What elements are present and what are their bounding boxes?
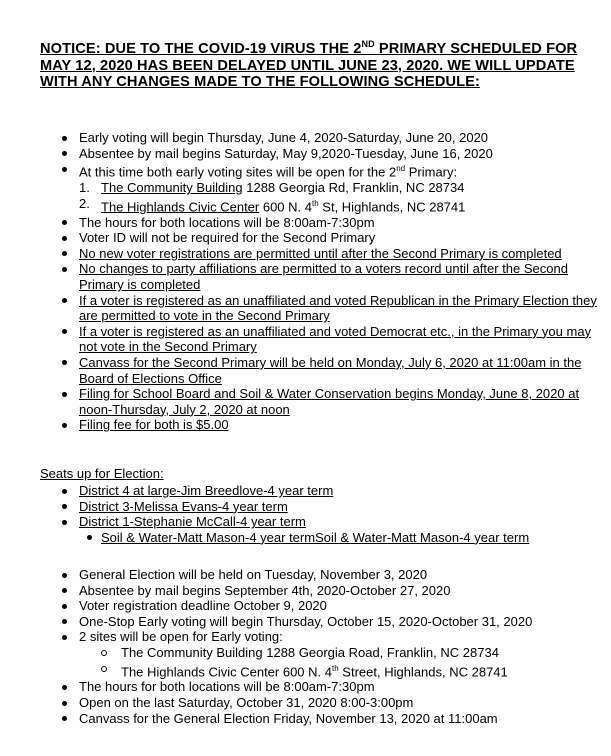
site-number: 2.: [79, 195, 90, 211]
list-item-text: If a voter is registered as an unaffiliated and voted Democrat etc., in the Primary you may not vote in the Second Primary: [79, 323, 592, 355]
list-item-one-stop: [0, 614, 611, 630]
list-item-general-hours: [0, 679, 611, 695]
list-item-general-canvass: [0, 711, 611, 727]
second-primary-list: [0, 130, 611, 433]
superscript: th: [332, 663, 339, 673]
list-item-canvass: [0, 355, 611, 386]
notice-heading-line1: NOTICE: DUE TO THE COVID-19 VIRUS THE 2: [40, 41, 362, 57]
site-number: 1.: [79, 180, 90, 196]
list-item-text: Absentee by mail begins Saturday, May 9,2020-Tuesday, June 16, 2020: [79, 145, 493, 161]
list-item-filing-fee: [0, 417, 611, 433]
notice-heading-sup: ND: [361, 39, 375, 50]
list-item-text: Canvass for the General Election Friday, November 13, 2020 at 11:00am: [79, 710, 498, 726]
seat-text: Soil & Water-Matt Mason-4 year termSoil & Water-Matt Mason-4 year term: [101, 529, 530, 545]
list-item-text: Voter ID will not be required for the Second Primary: [79, 230, 376, 246]
site-name: The Community Building: [101, 180, 243, 196]
list-item-sites-intro: [0, 161, 611, 180]
superscript: th: [312, 198, 319, 208]
site-item-2: [0, 196, 611, 215]
notice-heading-line1-end: PRIMARY SCHEDULED: [374, 41, 542, 57]
list-item-text: Canvass for the Second Primary will be held on Monday, July 6, 2020 at 11:00am in the Board of Elections Office: [79, 354, 582, 386]
list-item-voter-id: [0, 230, 611, 246]
seat-item-district-1: [0, 514, 611, 530]
list-item-registration-deadline: [0, 598, 611, 614]
list-item-text: At this time both early voting sites will be open for the 2: [79, 164, 397, 180]
list-item-text: One-Stop Early voting will begin Thursday, October 15, 2020-October 31, 2020: [79, 613, 533, 629]
list-item-early-voting: [0, 130, 611, 146]
site-text: The Highlands Civic Center 600 N. 4: [121, 663, 332, 679]
seat-item-district-4: [0, 483, 611, 499]
list-item-last-saturday: [0, 695, 611, 711]
seats-heading: Seats up for Election:: [40, 466, 164, 481]
site-address: 1288 Georgia Rd, Franklin, NC 28734: [242, 180, 465, 196]
list-item-text: 2 sites will be open for Early voting:: [79, 629, 283, 645]
list-item-text: General Election will be held on Tuesday, November 3, 2020: [79, 567, 428, 582]
seat-text: District 1-Stephanie McCall-4 year term: [79, 514, 306, 530]
list-item-text: The hours for both locations will be 8:00am-7:30pm: [79, 679, 375, 695]
notice-heading: [40, 41, 580, 91]
list-item-general-absentee: [0, 583, 611, 599]
list-item-general-election: [0, 567, 611, 583]
seat-text: District 4 at large-Jim Breedlove-4 year term: [79, 483, 334, 498]
site-text: The Community Building 1288 Georgia Road, Franklin, NC 28734: [121, 644, 499, 660]
list-item-unaffiliated-republican: [0, 293, 611, 324]
list-item-text: If a voter is registered as an unaffiliated and voted Republican in the Primary Election they are permitted to vote in the Second Primary: [79, 292, 597, 324]
list-item-no-party-changes: [0, 261, 611, 292]
site-address: St, Highlands, NC 28741: [318, 199, 466, 215]
list-item-absentee: [0, 146, 611, 162]
site-name: The Highlands Civic Center: [101, 199, 260, 215]
list-item-text: Filing fee for both is $5.00: [79, 417, 229, 433]
site-address: 600 N. 4: [259, 199, 312, 215]
notice-heading-rest: FOR MAY 12, 2020 HAS BEEN DELAYED UNTIL JUNE 23, 2020. WE WILL UPDATE WITH ANY CHANGES MADE TO THE FOLLOWING SCHEDULE:: [40, 41, 578, 90]
list-item-text: Filing for School Board and Soil & Water Conservation begins Monday, June 8, 2020 at noon-Thursday, July 2, 2020 at noon: [79, 386, 580, 417]
list-item-text: Early voting will begin Thursday, June 4, 2020-Saturday, June 20, 2020: [79, 130, 489, 145]
general-site-item-2: [0, 661, 611, 680]
list-item-general-sites-intro: [0, 629, 611, 645]
list-item-text: The hours for both locations will be 8:00am-7:30pm: [79, 214, 375, 230]
seat-item-soil-water: [0, 530, 611, 546]
site-item-1: [0, 180, 611, 196]
list-item-text: No changes to party affiliations are permitted to a voters record until after the Second Primary is completed: [79, 261, 568, 292]
list-item-text: Absentee by mail begins September 4th, 2020-October 27, 2020: [79, 582, 451, 598]
seat-item-district-3: [0, 499, 611, 515]
general-election-list: [0, 567, 611, 726]
superscript: nd: [396, 164, 406, 174]
seat-text: District 3-Melissa Evans-4 year term: [79, 498, 288, 514]
list-item-no-new-registrations: [0, 246, 611, 262]
list-item-hours: [0, 215, 611, 231]
list-item-text: No new voter registrations are permitted until after the Second Primary is completed: [79, 245, 562, 261]
list-item-text: Primary:: [405, 164, 458, 180]
list-item-text: Open on the last Saturday, October 31, 2020 8:00-3:00pm: [79, 695, 414, 711]
list-item-text: Voter registration deadline October 9, 2020: [79, 598, 327, 614]
site-text: Street, Highlands, NC 28741: [338, 663, 508, 679]
list-item-filing: [0, 386, 611, 417]
list-item-unaffiliated-democrat: [0, 324, 611, 355]
seats-list: [0, 483, 611, 545]
general-site-item-1: [0, 645, 611, 661]
